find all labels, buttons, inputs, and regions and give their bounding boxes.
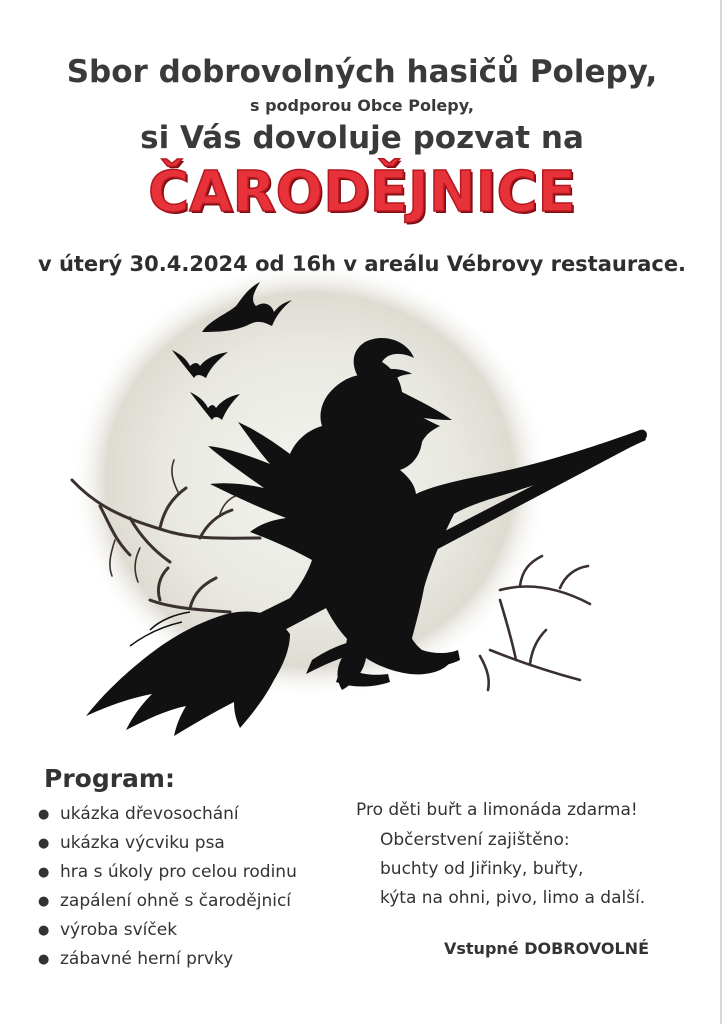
program-item-label: výroba svíček: [60, 920, 178, 940]
witch-illustration-icon: [60, 270, 660, 740]
program-item-label: zábavné herní prvky: [60, 949, 234, 969]
event-title: ČARODĚJNICE: [148, 160, 576, 225]
list-item: [38, 916, 297, 945]
refreshments-title: Občerstvení zajištěno:: [380, 830, 570, 850]
bullet-icon: ●: [38, 865, 50, 880]
list-item: [38, 800, 297, 829]
list-item: [38, 945, 297, 974]
bullet-icon: ●: [38, 807, 50, 822]
bullet-icon: ●: [38, 836, 50, 851]
refreshments-line-1: buchty od Jiřinky, buřty,: [380, 859, 584, 879]
bullet-icon: ●: [38, 894, 50, 909]
list-item: [38, 829, 297, 858]
program-item-label: ukázka výcviku psa: [60, 833, 225, 853]
organizer-line: Sbor dobrovolných hasičů Polepy,: [66, 54, 658, 90]
list-item: [38, 887, 297, 916]
refreshments-line-2: kýta na ohni, pivo, limo a další.: [380, 888, 646, 908]
kids-offer: Pro děti buřt a limonáda zdarma!: [356, 800, 638, 820]
bullet-icon: ●: [38, 952, 50, 967]
support-line: s podporou Obce Polepy,: [249, 96, 474, 115]
program-list: [38, 800, 297, 974]
program-item-label: ukázka dřevosochání: [60, 804, 239, 824]
date-location-line: v úterý 30.4.2024 od 16h v areálu Vébrovy restaurace.: [37, 252, 687, 276]
program-title: Program:: [44, 764, 175, 793]
bullet-icon: ●: [38, 923, 50, 938]
broom-bristles-icon: [86, 612, 290, 737]
program-item-label: zapálení ohně s čarodějnicí: [60, 891, 292, 911]
program-item-label: hra s úkoly pro celou rodinu: [60, 862, 297, 882]
invitation-line: si Vás dovoluje pozvat na: [140, 120, 584, 156]
entry-fee: Vstupné DOBROVOLNÉ: [444, 939, 649, 958]
list-item: [38, 858, 297, 887]
